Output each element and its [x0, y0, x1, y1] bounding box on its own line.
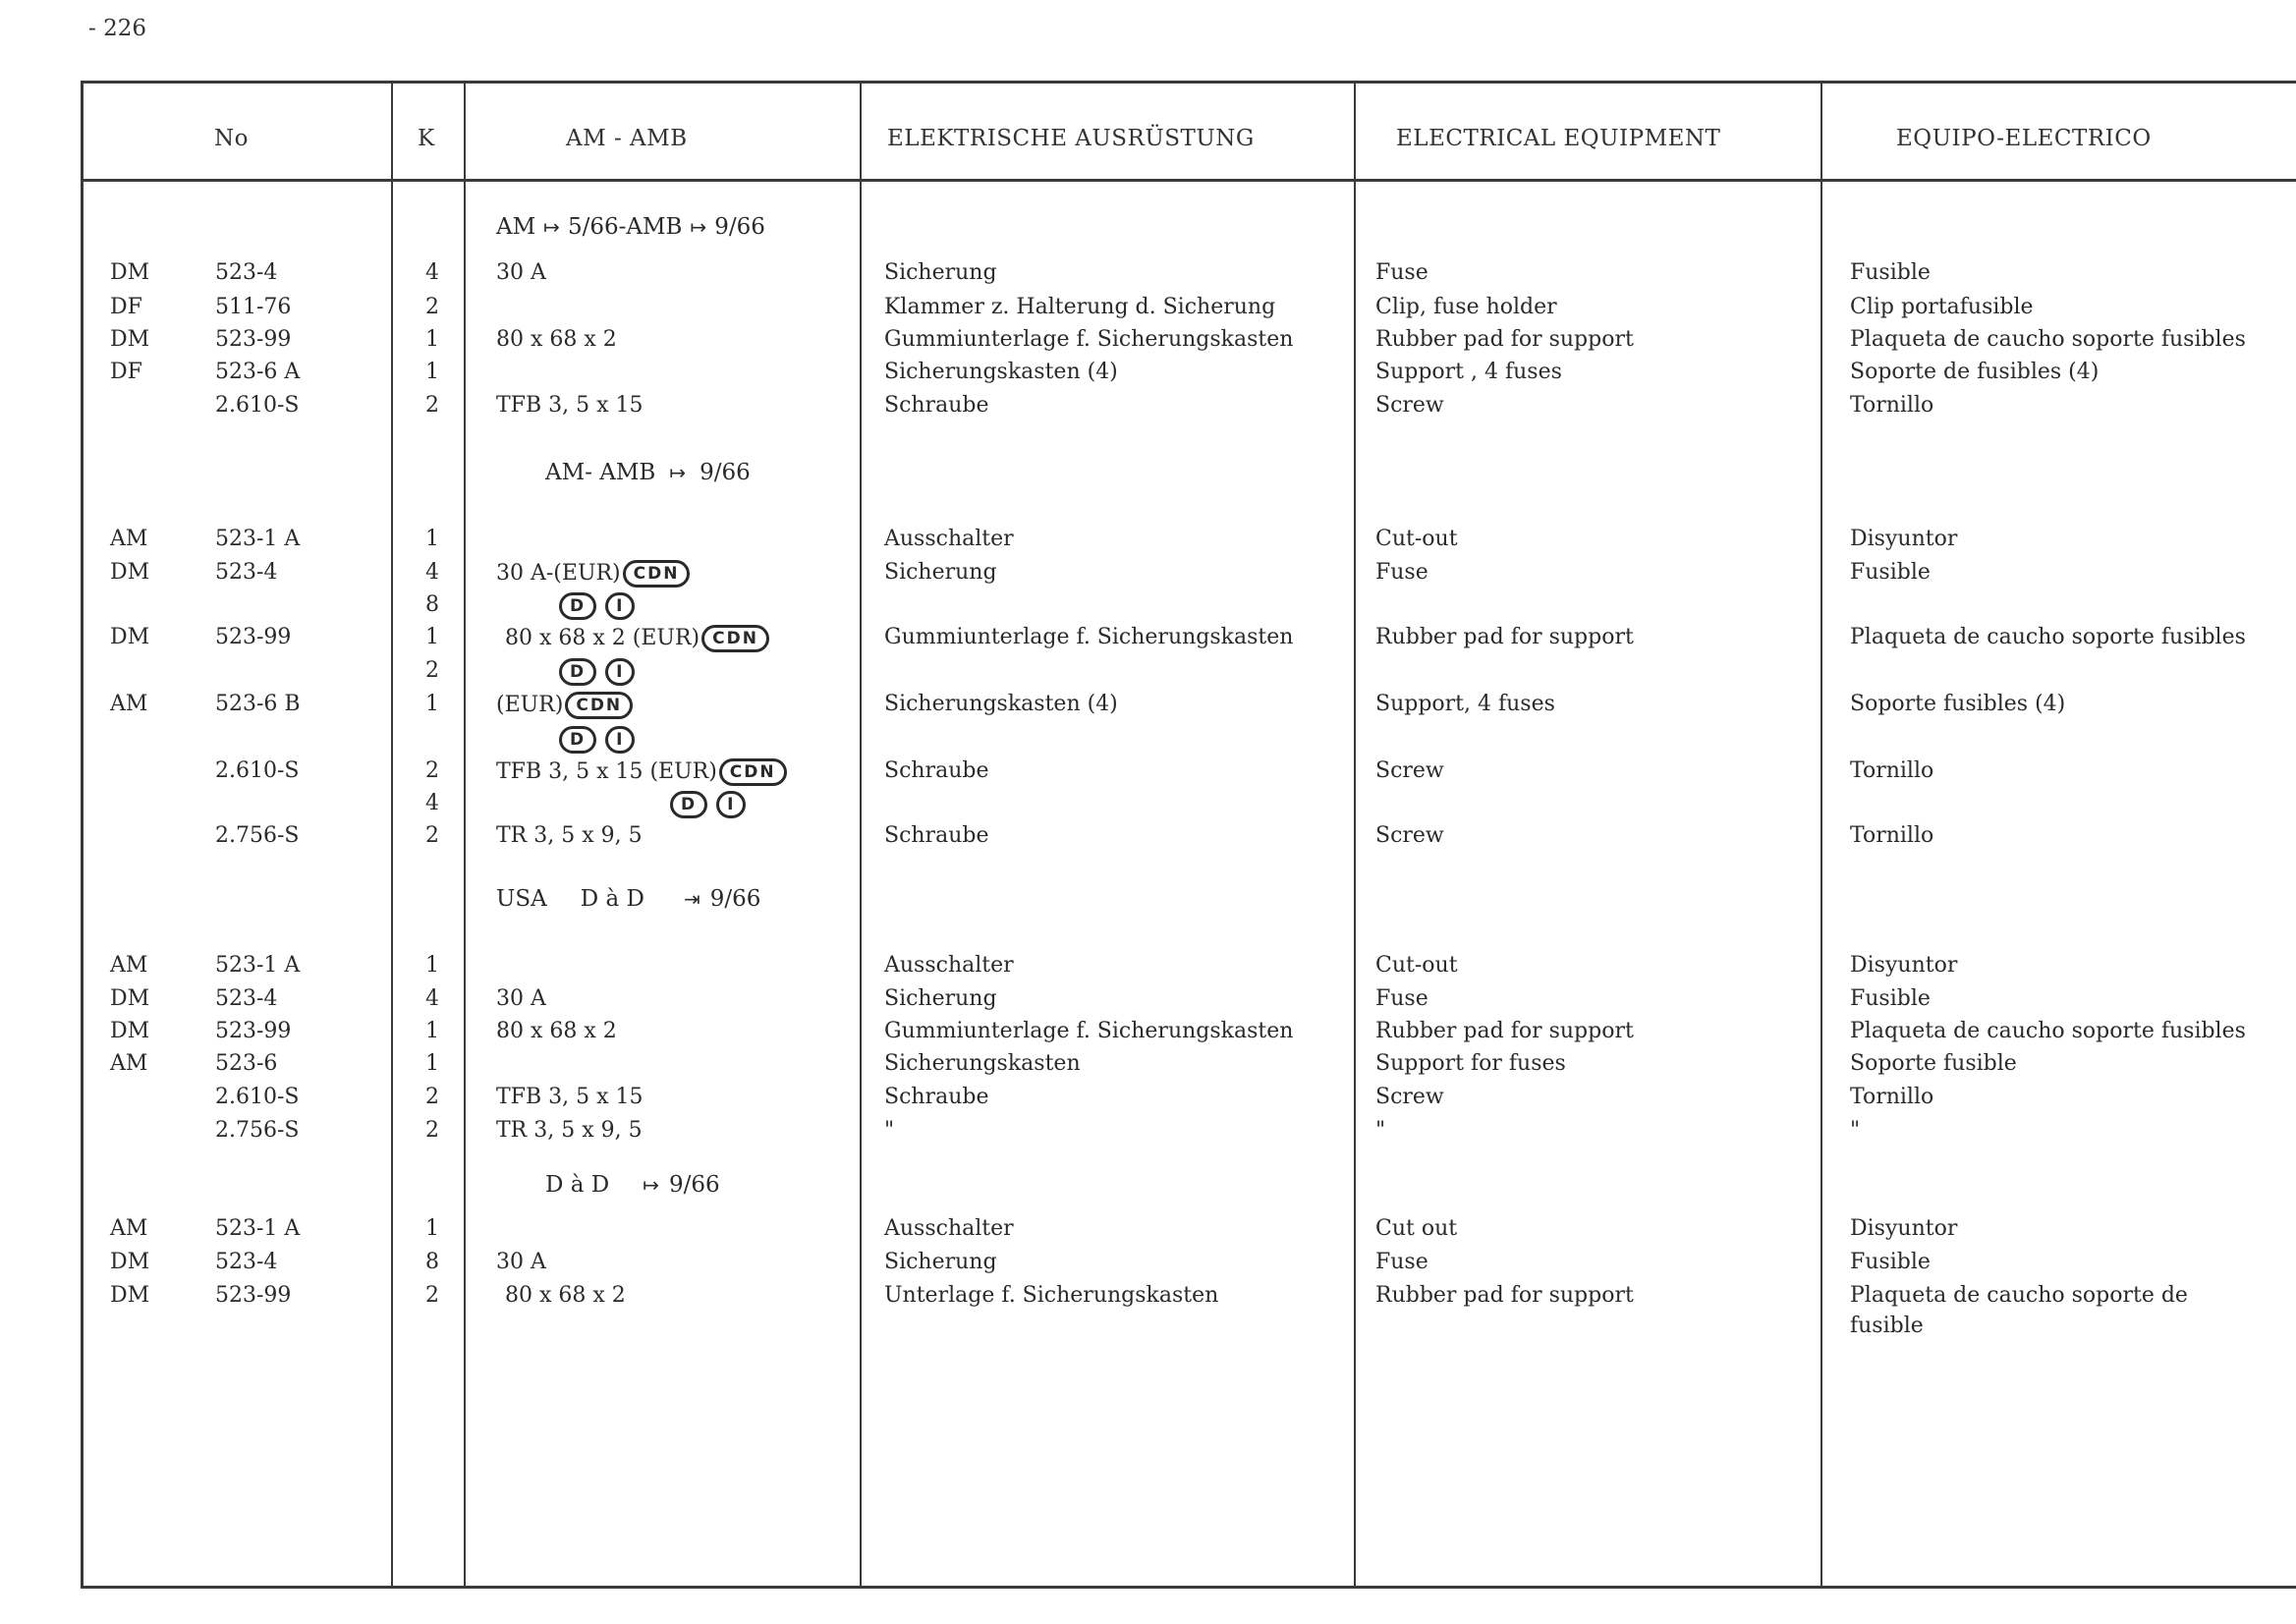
cell-number: 523-6 [215, 1051, 278, 1076]
cell-english: Screw [1375, 823, 1444, 848]
cell-quantity-secondary: 8 [425, 592, 439, 617]
cell-quantity-secondary: 2 [425, 658, 439, 683]
cell-english: Fuse [1375, 260, 1428, 285]
cell-prefix: DF [110, 360, 142, 384]
cell-quantity: 2 [425, 823, 439, 848]
cell-quantity: 8 [425, 1250, 439, 1274]
i-badge: I [605, 726, 635, 754]
cell-number: 523-1 A [215, 527, 301, 551]
badge-group [557, 592, 635, 620]
cell-spanish: " [1850, 1118, 1861, 1143]
cell-spanish: Plaqueta de caucho soporte de [1850, 1283, 2188, 1308]
table-row [0, 527, 2296, 556]
section-date: 9/66 [714, 214, 765, 240]
cell-quantity: 1 [425, 1019, 439, 1043]
spec-text: (EUR) [496, 693, 564, 717]
table-row [0, 758, 2296, 788]
cell-english: Rubber pad for support [1375, 1019, 1634, 1043]
cell-quantity: 4 [425, 986, 439, 1011]
cell-spanish: Fusible [1850, 1250, 1931, 1274]
cell-prefix: AM [110, 692, 148, 716]
d-badge: D [559, 658, 596, 686]
cell-english: Support for fuses [1375, 1051, 1566, 1076]
cell-spec [496, 758, 787, 786]
cell-number: 523-6 A [215, 360, 301, 384]
section-heading [545, 460, 751, 485]
cell-spanish: Tornillo [1850, 758, 1934, 783]
cell-spanish: Tornillo [1850, 823, 1934, 848]
header-es: EQUIPO-ELECTRICO [1896, 126, 2152, 151]
table-row [0, 692, 2296, 721]
cell-number: 523-99 [215, 625, 292, 649]
cell-english: Screw [1375, 1085, 1444, 1109]
cell-number: 523-4 [215, 986, 278, 1011]
cell-german: Gummiunterlage f. Sicherungskasten [884, 1019, 1294, 1043]
badge-group [557, 726, 635, 754]
section-label: USA [496, 886, 547, 912]
cell-german: Sicherung [884, 260, 997, 285]
cell-prefix: AM [110, 527, 148, 551]
cell-prefix: DM [110, 625, 150, 649]
table-row [0, 986, 2296, 1016]
cell-english: Support, 4 fuses [1375, 692, 1555, 716]
cell-quantity: 1 [425, 625, 439, 649]
cell-number: 2.756-S [215, 823, 300, 848]
cell-english: Fuse [1375, 1250, 1428, 1274]
section-heading [496, 214, 765, 240]
section-label: -AMB [618, 214, 683, 240]
cell-spec: 30 A [496, 260, 546, 285]
cell-number: 2.610-S [215, 1085, 300, 1109]
cell-german: Klammer z. Halterung d. Sicherung [884, 295, 1276, 319]
badge-group [557, 658, 635, 686]
cell-english: Rubber pad for support [1375, 625, 1634, 649]
section-label: D à D [545, 1172, 610, 1198]
cell-spanish: Soporte de fusibles (4) [1850, 360, 2100, 384]
cell-spanish-continued: fusible [1850, 1314, 1924, 1338]
cell-spec: 30 A [496, 1250, 546, 1274]
cell-spanish: Plaqueta de caucho soporte fusibles [1850, 327, 2246, 352]
header-divider [81, 179, 2296, 182]
cell-spec: 80 x 68 x 2 [505, 1283, 626, 1308]
end-arrow-icon: ⇥ [683, 887, 700, 911]
cell-quantity: 4 [425, 260, 439, 285]
cell-german: Sicherungskasten (4) [884, 692, 1118, 716]
cell-prefix: DM [110, 327, 150, 352]
cell-quantity: 2 [425, 1085, 439, 1109]
cell-german: Schraube [884, 823, 989, 848]
cell-spec [496, 692, 633, 719]
cell-spanish: Fusible [1850, 986, 1931, 1011]
table-row [0, 1250, 2296, 1279]
d-badge: D [670, 791, 707, 818]
cell-quantity: 1 [425, 1051, 439, 1076]
cell-spanish: Plaqueta de caucho soporte fusibles [1850, 1019, 2246, 1043]
cell-spanish: Soporte fusibles (4) [1850, 692, 2066, 716]
cell-english: Rubber pad for support [1375, 1283, 1634, 1308]
cell-german: Sicherungskasten [884, 1051, 1081, 1076]
spec-text: TFB 3, 5 x 15 (EUR) [496, 759, 717, 784]
table-row [0, 823, 2296, 853]
spec-text: 30 A-(EUR) [496, 561, 621, 586]
cell-prefix: DM [110, 560, 150, 585]
cell-prefix: DM [110, 1019, 150, 1043]
cell-english: Cut-out [1375, 953, 1458, 978]
table-row [0, 1216, 2296, 1246]
cell-quantity: 1 [425, 953, 439, 978]
cell-prefix: DM [110, 260, 150, 285]
cell-english: Cut out [1375, 1216, 1458, 1241]
table-row [0, 1283, 2296, 1313]
table-row [0, 1019, 2296, 1048]
table-row [0, 953, 2296, 982]
section-label: AM [496, 214, 536, 240]
cell-spec: 80 x 68 x 2 [496, 327, 617, 352]
cell-quantity: 2 [425, 295, 439, 319]
cell-prefix: DF [110, 295, 142, 319]
cell-prefix: AM [110, 1051, 148, 1076]
cell-spanish: Disyuntor [1850, 1216, 1958, 1241]
cell-english: Clip, fuse holder [1375, 295, 1557, 319]
cell-prefix: DM [110, 986, 150, 1011]
cell-prefix: AM [110, 1216, 148, 1241]
cell-spec [505, 625, 769, 652]
cell-number: 523-1 A [215, 953, 301, 978]
cell-spanish: Clip portafusible [1850, 295, 2034, 319]
cell-german: Sicherungskasten (4) [884, 360, 1118, 384]
cell-quantity: 4 [425, 560, 439, 585]
table-row [0, 1118, 2296, 1148]
cell-number: 511-76 [215, 295, 292, 319]
table-row [0, 260, 2296, 290]
cell-german: Gummiunterlage f. Sicherungskasten [884, 327, 1294, 352]
d-badge: D [559, 592, 596, 620]
cell-spec [496, 560, 690, 588]
section-heading [496, 886, 760, 912]
spec-text: 80 x 68 x 2 (EUR) [505, 626, 700, 650]
cell-german: Sicherung [884, 1250, 997, 1274]
cdn-badge: CDN [565, 692, 633, 719]
section-date: 9/66 [668, 1172, 720, 1198]
cell-quantity: 1 [425, 527, 439, 551]
table-row [0, 1085, 2296, 1114]
cell-spanish: Fusible [1850, 560, 1931, 585]
cell-spanish: Fusible [1850, 260, 1931, 285]
d-badge: D [559, 726, 596, 754]
table-row [0, 360, 2296, 389]
table-row [0, 393, 2296, 422]
section-date: 5/66 [567, 214, 619, 240]
section-date: 9/66 [700, 460, 751, 485]
section-label: AM- AMB [545, 460, 656, 485]
table-row [0, 560, 2296, 589]
cell-german: Schraube [884, 758, 989, 783]
cell-german: Schraube [884, 393, 989, 418]
start-arrow-icon: ↦ [669, 461, 687, 484]
cdn-badge: CDN [701, 625, 769, 652]
cell-number: 523-4 [215, 1250, 278, 1274]
cell-quantity: 1 [425, 1216, 439, 1241]
i-badge: I [716, 791, 746, 818]
section-date: 9/66 [709, 886, 761, 912]
start-arrow-icon: ↦ [543, 215, 560, 239]
header-no: No [214, 126, 249, 151]
cell-spanish: Tornillo [1850, 1085, 1934, 1109]
cell-german: Unterlage f. Sicherungskasten [884, 1283, 1219, 1308]
cell-quantity: 1 [425, 360, 439, 384]
cell-number: 523-4 [215, 260, 278, 285]
start-arrow-icon: ↦ [643, 1173, 659, 1197]
cell-number: 2.610-S [215, 393, 300, 418]
cell-number: 523-4 [215, 560, 278, 585]
cell-english: Screw [1375, 393, 1444, 418]
header-am: AM - AMB [566, 126, 688, 151]
cell-english: Fuse [1375, 560, 1428, 585]
cell-spanish: Tornillo [1850, 393, 1934, 418]
header-de: ELEKTRISCHE AUSRÜSTUNG [887, 126, 1255, 151]
cell-german: Sicherung [884, 560, 997, 585]
cdn-badge: CDN [719, 758, 787, 786]
table-row [0, 625, 2296, 654]
cell-number: 2.756-S [215, 1118, 300, 1143]
section-heading [545, 1172, 720, 1198]
cell-number: 523-99 [215, 327, 292, 352]
cell-quantity: 2 [425, 393, 439, 418]
cell-prefix: DM [110, 1250, 150, 1274]
cell-spanish: Soporte fusible [1850, 1051, 2017, 1076]
cell-spanish: Disyuntor [1850, 527, 1958, 551]
cell-number: 523-99 [215, 1283, 292, 1308]
i-badge: I [605, 592, 635, 620]
table-row [0, 1051, 2296, 1081]
cell-quantity: 1 [425, 327, 439, 352]
cell-spec: TR 3, 5 x 9, 5 [496, 823, 643, 848]
cell-english: " [1375, 1118, 1386, 1143]
cdn-badge: CDN [623, 560, 691, 588]
cell-prefix: DM [110, 1283, 150, 1308]
header-en: ELECTRICAL EQUIPMENT [1396, 126, 1721, 151]
cell-spec: TFB 3, 5 x 15 [496, 393, 644, 418]
cell-spec: TFB 3, 5 x 15 [496, 1085, 644, 1109]
start-arrow-icon: ↦ [690, 215, 707, 239]
cell-spanish: Disyuntor [1850, 953, 1958, 978]
cell-number: 523-99 [215, 1019, 292, 1043]
badge-group [668, 791, 746, 818]
i-badge: I [605, 658, 635, 686]
table-row [0, 295, 2296, 324]
cell-number: 523-1 A [215, 1216, 301, 1241]
cell-spec: TR 3, 5 x 9, 5 [496, 1118, 643, 1143]
cell-quantity: 2 [425, 758, 439, 783]
cell-german: " [884, 1118, 895, 1143]
cell-english: Screw [1375, 758, 1444, 783]
cell-quantity-secondary: 4 [425, 791, 439, 815]
cell-spec: 30 A [496, 986, 546, 1011]
cell-number: 2.610-S [215, 758, 300, 783]
cell-quantity: 1 [425, 692, 439, 716]
cell-german: Ausschalter [884, 527, 1014, 551]
cell-prefix: AM [110, 953, 148, 978]
cell-spec: 80 x 68 x 2 [496, 1019, 617, 1043]
cell-number: 523-6 B [215, 692, 301, 716]
cell-english: Cut-out [1375, 527, 1458, 551]
cell-german: Schraube [884, 1085, 989, 1109]
cell-english: Support , 4 fuses [1375, 360, 1562, 384]
section-label: D à D [580, 886, 644, 912]
cell-quantity: 2 [425, 1118, 439, 1143]
cell-german: Ausschalter [884, 1216, 1014, 1241]
cell-german: Sicherung [884, 986, 997, 1011]
table-row [0, 327, 2296, 357]
cell-english: Rubber pad for support [1375, 327, 1634, 352]
header-k: K [418, 126, 435, 151]
cell-german: Gummiunterlage f. Sicherungskasten [884, 625, 1294, 649]
page-number: - 226 [88, 16, 146, 41]
cell-spanish: Plaqueta de caucho soporte fusibles [1850, 625, 2246, 649]
cell-german: Ausschalter [884, 953, 1014, 978]
cell-quantity: 2 [425, 1283, 439, 1308]
cell-english: Fuse [1375, 986, 1428, 1011]
